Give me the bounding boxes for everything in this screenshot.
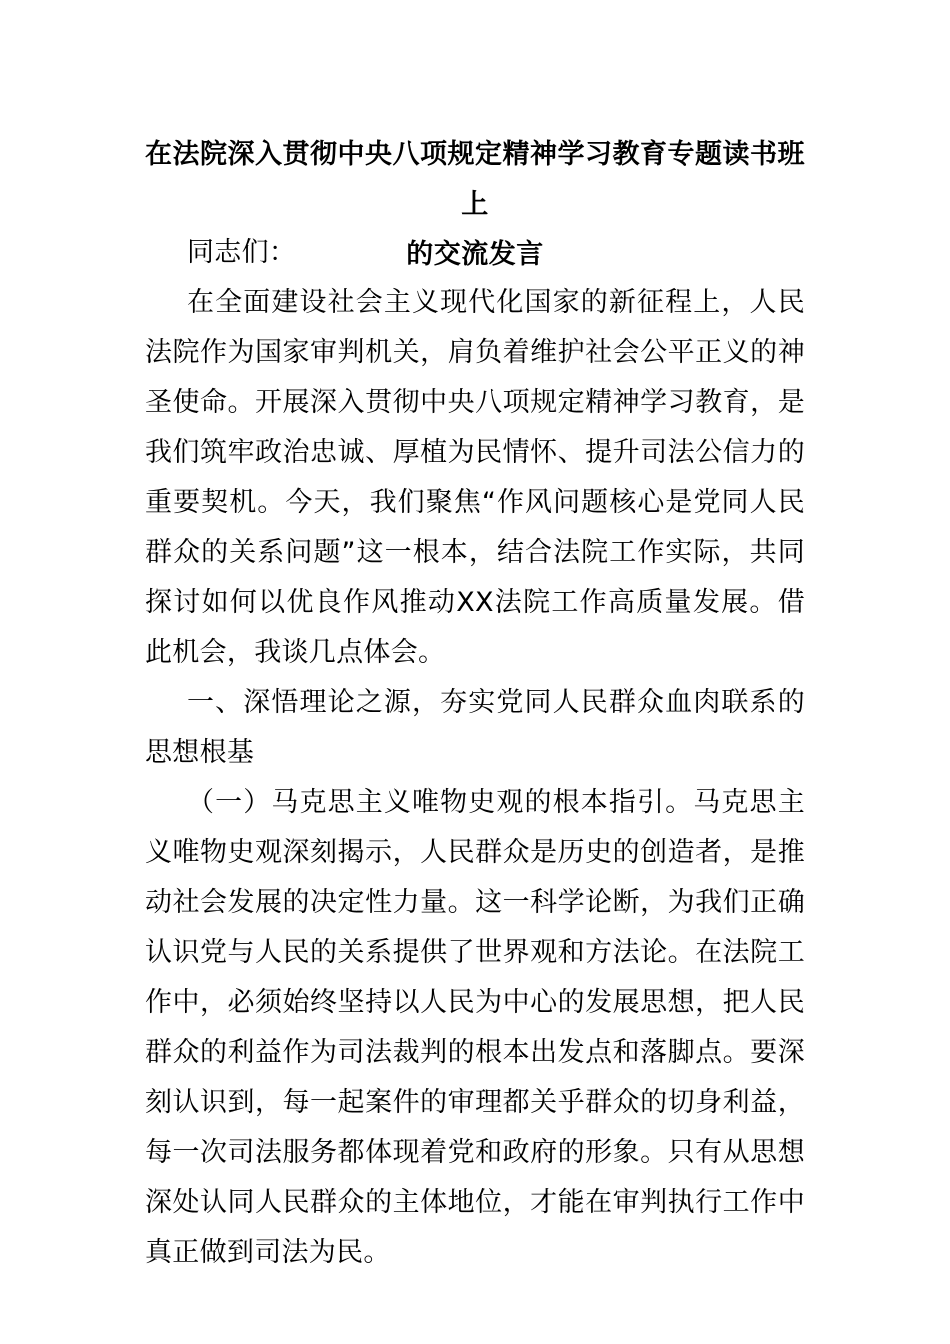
salutation: 同志们： — [187, 237, 297, 268]
document-body — [145, 228, 805, 1278]
title-line-2: 的交流发言 — [406, 239, 544, 270]
title-line-1: 在法院深入贯彻中央八项规定精神学习教育专题读书班上 — [145, 139, 805, 220]
paragraph-intro: 在全面建设社会主义现代化国家的新征程上，人民法院作为国家审判机关，肩负着维护社会公平正义的神圣使命。开展深入贯彻中央八项规定精神学习教育，是我们筑牢政治忠诚、厚植为民情怀、提升司法公信力的重要契机。今天，我们聚焦“作风问题核心是党同人民群众的关系问题”这一根本，结合法院工作实际，共同探讨如何以优良作风推动XX法院工作高质量发展。借此机会，我谈几点体会。 — [145, 287, 805, 668]
section-heading-1: 一、深悟理论之源，夯实党同人民群众血肉联系的思想根基 — [145, 687, 805, 768]
paragraph-subsection-1: （一）马克思主义唯物史观的根本指引。马克思主义唯物史观深刻揭示，人民群众是历史的创造者，是推动社会发展的决定性力量。这一科学论断，为我们正确认识党与人民的关系提供了世界观和方法论。在法院工作中，必须始终坚持以人民为中心的发展思想，把人民群众的利益作为司法裁判的根本出发点和落脚点。要深刻认识到，每一起案件的审理都关乎群众的切身利益，每一次司法服务都体现着党和政府的形象。只有从思想深处认同人民群众的主体地位，才能在审判执行工作中真正做到司法为民。 — [145, 787, 805, 1268]
